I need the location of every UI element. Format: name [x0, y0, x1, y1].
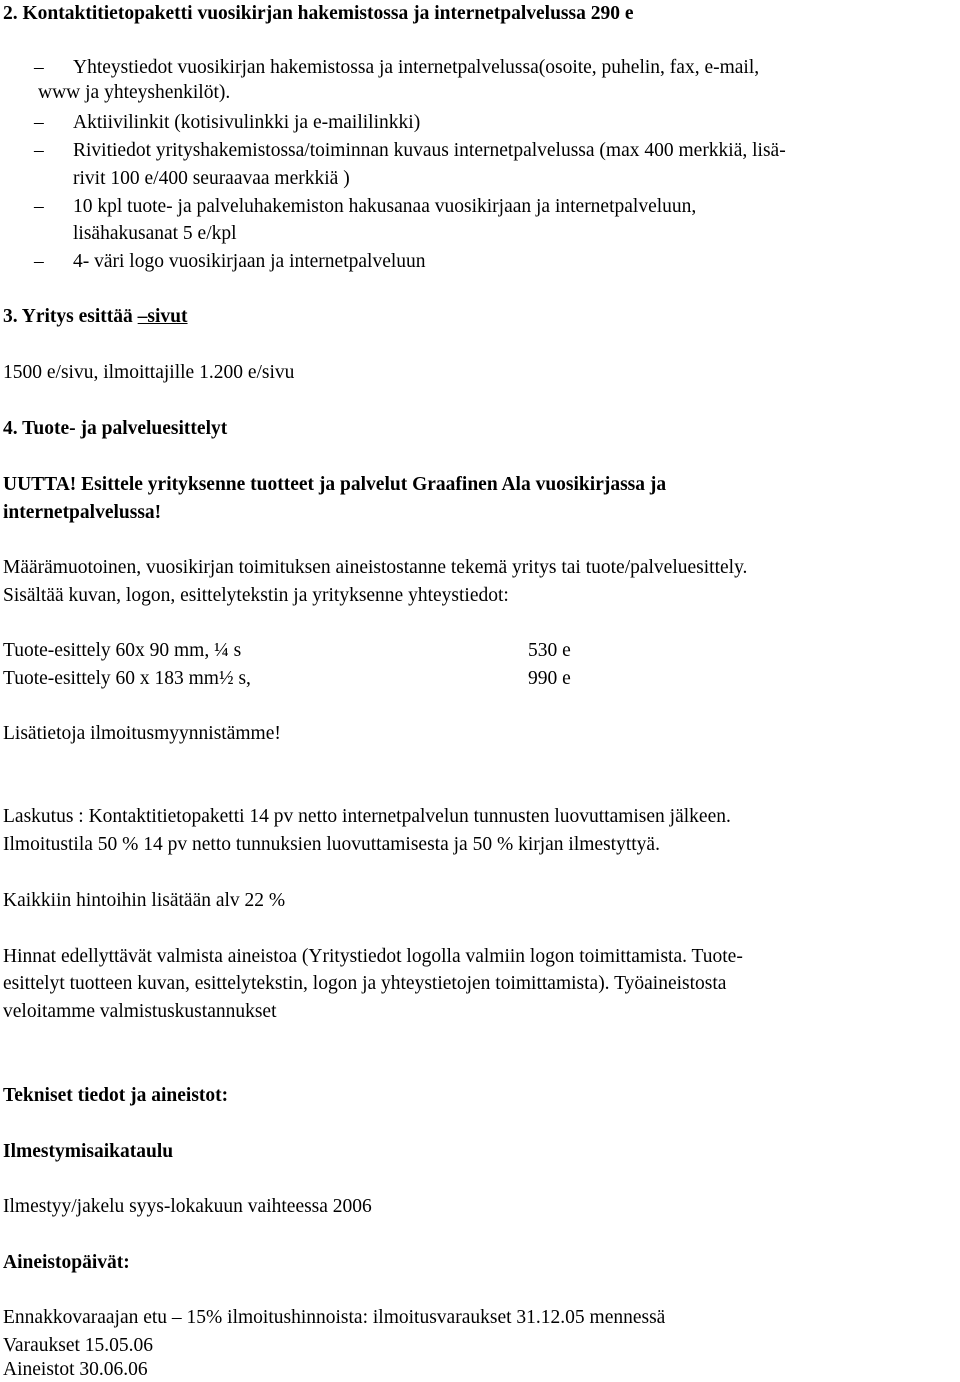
- price-row-value: 530 e: [528, 640, 571, 661]
- date-line: Ennakkovaraajan etu – 15% ilmoitushinnoista: ilmoitusvaraukset 31.12.05 mennessä: [3, 1307, 666, 1328]
- list-dash: –: [34, 140, 44, 161]
- prereq-line: esittelyt tuotteen kuvan, esittelytekstin, logon ja yhteystietojen toimittamista). Työaineistosta: [3, 973, 727, 994]
- price-row-label: Tuote-esittely 60 x 183 mm½ s,: [3, 668, 251, 689]
- price-row-value: 990 e: [528, 668, 571, 689]
- dates-heading: Aineistopäivät:: [3, 1252, 130, 1273]
- new-offer-line: internetpalvelussa!: [3, 502, 162, 523]
- new-offer-line: UUTTA! Esittele yrityksenne tuotteet ja palvelut Graafinen Ala vuosikirjassa ja: [3, 474, 667, 495]
- list-dash: –: [34, 57, 44, 78]
- section-4-heading: 4. Tuote- ja palveluesittelyt: [3, 418, 228, 439]
- more-info: Lisätietoja ilmoitusmyynnistämme!: [3, 723, 281, 744]
- list-item-continuation: rivit 100 e/400 seuraavaa merkkiä ): [73, 168, 350, 189]
- list-dash: –: [34, 196, 44, 217]
- billing-line: Ilmoitustila 50 % 14 pv netto tunnuksien luovuttamisesta ja 50 % kirjan ilmestyttyä.: [3, 834, 660, 855]
- technical-heading: Tekniset tiedot ja aineistot:: [3, 1085, 229, 1106]
- section-3-heading: [3, 305, 188, 329]
- vat-note: Kaikkiin hintoihin lisätään alv 22 %: [3, 890, 286, 911]
- section-2-heading: 2. Kontaktitietopaketti vuosikirjan hakemistossa ja internetpalvelussa 290 e: [3, 3, 634, 24]
- list-dash: –: [34, 112, 44, 133]
- description-line: Sisältää kuvan, logon, esittelytekstin ja yrityksenne yhteystiedot:: [3, 585, 509, 606]
- list-item: Rivitiedot yrityshakemistossa/toiminnan kuvaus internetpalvelussa (max 400 merkkiä, lisä-: [73, 140, 786, 161]
- list-item: 10 kpl tuote- ja palveluhakemiston hakusanaa vuosikirjaan ja internetpalveluun,: [73, 196, 697, 217]
- price-row-label: Tuote-esittely 60x 90 mm, ¼ s: [3, 640, 242, 661]
- list-item: Aktiivilinkit (kotisivulinkki ja e-maililinkki): [73, 112, 421, 133]
- list-dash: –: [34, 251, 44, 272]
- list-item: Yhteystiedot vuosikirjan hakemistossa ja internetpalvelussa(osoite, puhelin, fax, e-mail,: [73, 57, 760, 78]
- description-line: Määrämuotoinen, vuosikirjan toimituksen aineistostanne tekemä yritys tai tuote/palveluesittely.: [3, 557, 748, 578]
- section-3-heading-underlined: –sivut: [137, 306, 188, 327]
- prereq-line: veloitamme valmistuskustannukset: [3, 1001, 277, 1022]
- list-item-continuation: www ja yhteyshenkilöt).: [38, 82, 231, 103]
- list-item-continuation: lisähakusanat 5 e/kpl: [73, 223, 237, 244]
- schedule-heading: Ilmestymisaikataulu: [3, 1141, 174, 1162]
- schedule-text: Ilmestyy/jakelu syys-lokakuun vaihteessa 2006: [3, 1196, 372, 1217]
- list-item: 4- väri logo vuosikirjaan ja internetpalveluun: [73, 251, 426, 272]
- prereq-line: Hinnat edellyttävät valmista aineistoa (Yritystiedot logolla valmiin logon toimittamista. Tuote-: [3, 946, 743, 967]
- date-line: Aineistot 30.06.06: [3, 1359, 148, 1380]
- section-3-heading-prefix: 3. Yritys esittää: [3, 306, 138, 327]
- date-line: Varaukset 15.05.06: [3, 1335, 154, 1356]
- section-3-price: 1500 e/sivu, ilmoittajille 1.200 e/sivu: [3, 362, 295, 383]
- billing-line: Laskutus : Kontaktitietopaketti 14 pv netto internetpalvelun tunnusten luovuttamisen jälkeen.: [3, 806, 731, 827]
